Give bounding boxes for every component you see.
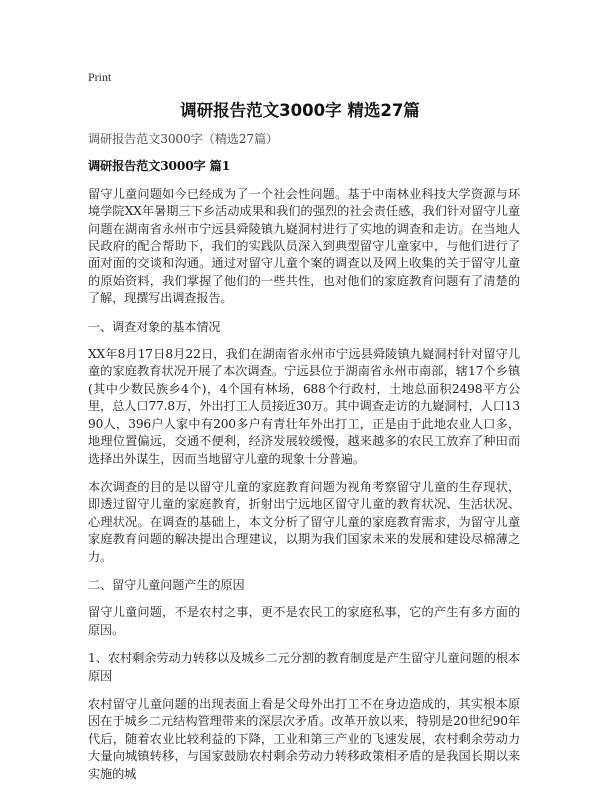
heading-causes: 二、留守儿童问题产生的原因 <box>88 577 245 592</box>
article-subtitle: 调研报告范文3000字（精选27篇） <box>88 132 279 146</box>
page-title: 调研报告范文3000字 精选27篇 <box>180 101 420 120</box>
print-link[interactable]: Print <box>88 70 112 84</box>
paragraph-root-cause: 农村留守儿童问题的出现表面上看是父母外出打工不在身边造成的，其实根本原因在于城乡二元结构管理带来的深层次矛盾。改革开放以来，特别是20世纪90年代后，随着农业比较利益的下降，工业和第三产业的飞速发展，农村剩余劳动力大量向城镇转移，与国家鼓励农村剩余劳动力转移政策相矛盾的是我国长期以来实施的城 <box>88 696 520 781</box>
paragraph-survey-purpose: 本次调查的目的是以留守儿童的家庭教育问题为视角考察留守儿童的生存现状，即透过留守儿童的家庭教育，折射出宁远地区留守儿童的教育状况、生活状况、心理状况。在调查的基础上，本文分析了留守儿童的家庭教育需求，为留守儿童家庭教育问题的解决提出合理建议，以期为我们国家未来的发展和建设尽棉薄之力。 <box>88 479 520 564</box>
section-heading: 调研报告范文3000字 篇1 <box>88 159 231 174</box>
paragraph-survey-basics: XX年8月17日8月22日，我们在湖南省永州市宁远县舜陵镇九嶷洞村针对留守儿童的家庭教育状况开展了本次调查。宁远县位于湖南省永州市南部，辖17个乡镇(其中少数民族乡4个)，4个国有林场，688个行政村，土地总面积2498平方公里，总人口77.8万，外出打工人员接近30万。其中调查走访的九嶷洞村，人口1390人，396户人家中有200多户有青壮年外出打工，正是由于此地农业人口多，地理位置偏远，交通不便利，经济发展较缓慢，越来越多的农民工放弃了种田而选择出外谋生，因而当地留守儿童的现象十分普遍。 <box>88 347 520 466</box>
paragraph-causes-summary: 留守儿童问题，不是农村之事，更不是农民工的家庭私事，它的产生有多方面的原因。 <box>88 605 520 637</box>
heading-root-cause: 1、农村剩余劳动力转移以及城乡二元分割的教育制度是产生留守儿童问题的根本原因 <box>88 651 520 683</box>
heading-survey-subjects: 一、调查对象的基本情况 <box>88 319 221 334</box>
paragraph-intro: 留守儿童问题如今已经成为了一个社会性问题。基于中南林业科技大学资源与环境学院XX年暑期三下乡活动成果和我们的强烈的社会责任感，我们针对留守儿童问题在湖南省永州市宁远县舜陵镇九嶷洞村进行了实地的调查和走访。在当地人民政府的配合帮助下，我们的实践队员深入到典型留守儿童家中，与他们进行了面对面的交谈和沟通。通过对留守儿童个案的调查以及网上收集的关于留守儿童的原始资料，我们掌握了他们的一些共性，也对他们的家庭教育问题有了清楚的了解，现撰写出调查报告。 <box>88 186 520 306</box>
article-body <box>88 131 520 794</box>
